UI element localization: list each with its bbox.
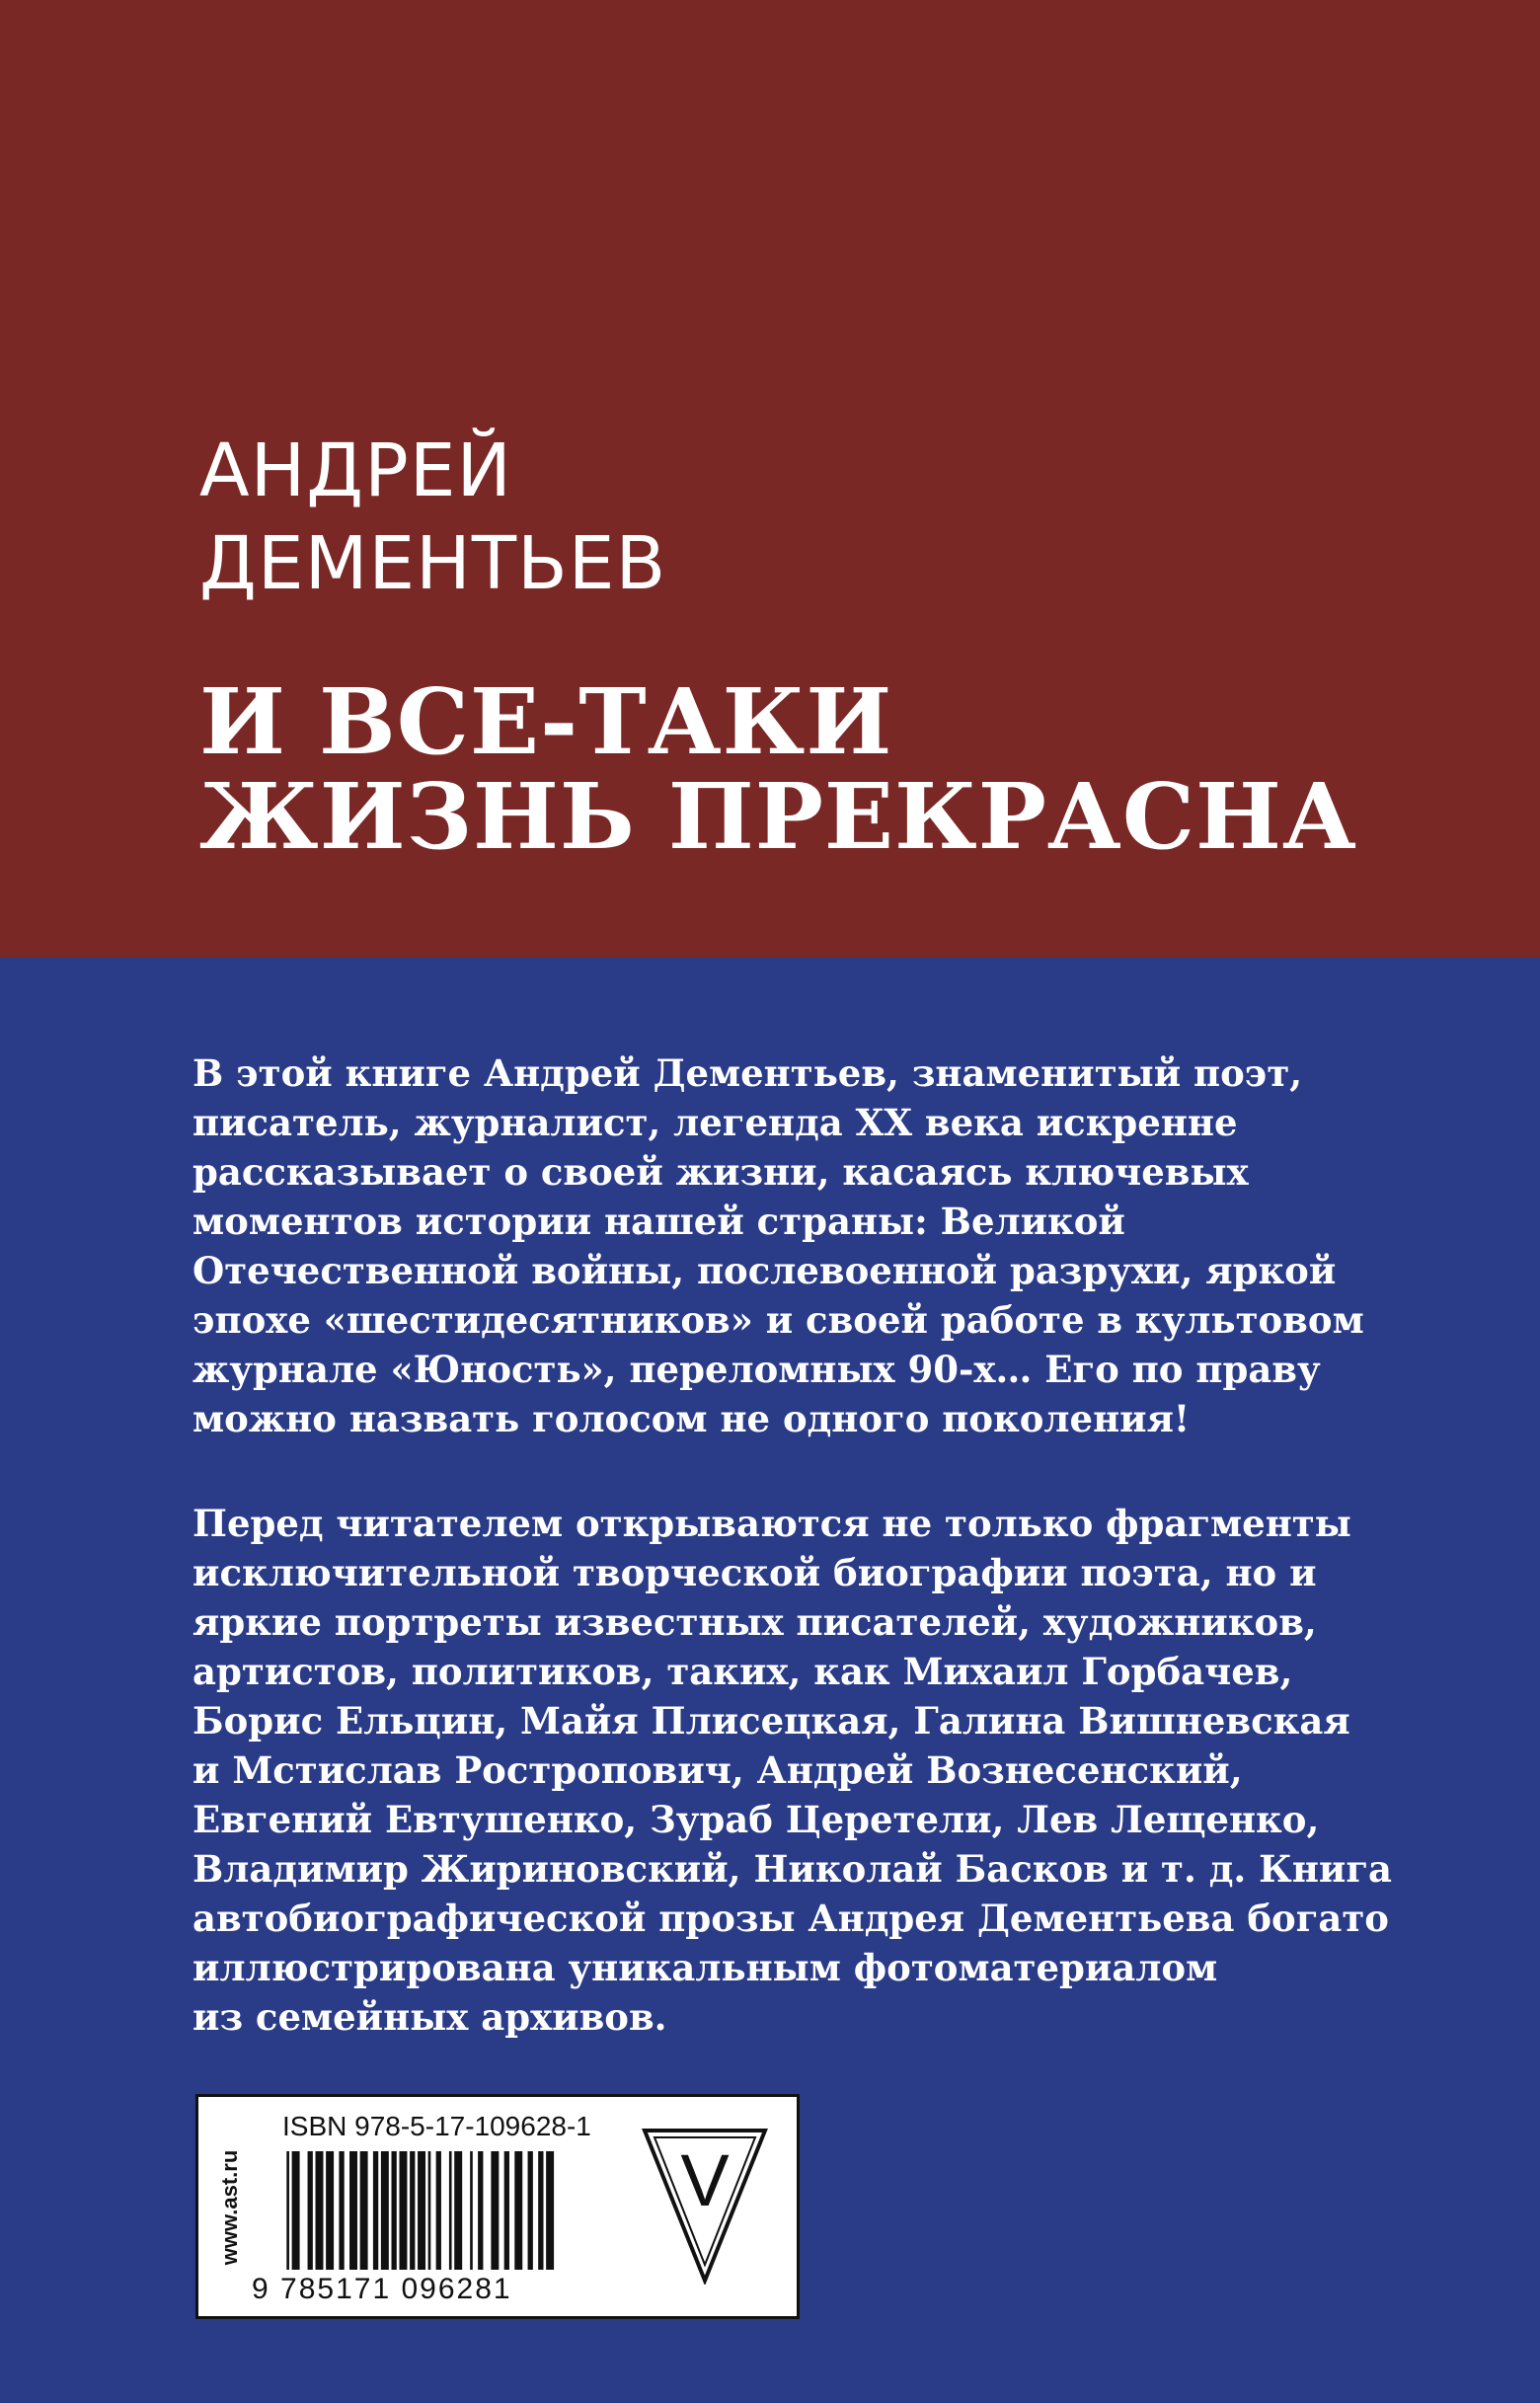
barcode-bar: [286, 2151, 289, 2270]
barcode-bar: [436, 2151, 441, 2270]
blurb-line: из семейных архивов.: [192, 1995, 667, 2039]
publisher-site-text: www.ast.ru: [217, 2149, 242, 2266]
barcode-bar: [349, 2151, 357, 2270]
blurb-paragraph-1: [192, 1048, 1377, 1443]
blurb-line: можно назвать голосом не одного поколения!: [192, 1397, 1191, 1440]
author-line-2: ДЕМЕНТЬЕВ: [199, 521, 667, 606]
barcode-bar: [514, 2151, 522, 2270]
blurb-line: исключительной творческой биографии поэта, но и: [192, 1551, 1317, 1594]
barcode-bar: [491, 2151, 499, 2270]
barcode-bar: [373, 2151, 378, 2270]
barcode-bar: [454, 2151, 462, 2270]
barcode-bar: [339, 2151, 344, 2270]
blurb-line: автобиографической прозы Андрея Дементьева богато: [192, 1897, 1389, 1940]
blurb-line: Перед читателем открываются не только фрагменты: [192, 1502, 1351, 1545]
blurb-line: Отечественной войны, послевоенной разрухи, яркой: [192, 1249, 1337, 1292]
barcode-bar: [504, 2151, 509, 2270]
barcode-bar: [360, 2151, 368, 2270]
barcode-digits: 9 785171 096281: [252, 2273, 512, 2305]
book-title: [199, 668, 1357, 870]
barcode-bar: [546, 2151, 554, 2270]
barcode-bars: [281, 2151, 578, 2270]
blurb-line: эпохе «шестидесятников» и своей работе в культовом: [192, 1298, 1364, 1342]
author-name: [199, 425, 666, 610]
blurb-line: Борис Ельцин, Майя Плисецкая, Галина Вишневская: [192, 1699, 1350, 1743]
blurb-line: рассказывает о своей жизни, касаясь ключевых: [192, 1150, 1249, 1194]
blurb-line: иллюстрирована уникальным фотоматериалом: [192, 1946, 1218, 1989]
blurb-line: Евгений Евтушенко, Зураб Церетели, Лев Лещенко,: [192, 1798, 1320, 1841]
blurb-line: моментов истории нашей страны: Великой: [192, 1200, 1125, 1243]
barcode-bar: [381, 2151, 389, 2270]
barcode-bar: [528, 2151, 533, 2270]
title-line-2: ЖИЗНЬ ПРЕКРАСНА: [199, 763, 1357, 870]
barcode-bar: [392, 2151, 397, 2270]
blurb-line: писатель, журналист, легенда XX века искренне: [192, 1101, 1238, 1144]
age-rating-logo: [641, 2127, 769, 2285]
title-line-1: И ВСЕ-ТАКИ: [199, 668, 893, 775]
barcode-bar: [399, 2151, 407, 2270]
barcode-bar: [418, 2151, 425, 2270]
blurb-line: артистов, политиков, таких, как Михаил Горбачев,: [192, 1650, 1293, 1693]
barcode-panel: [195, 2094, 800, 2319]
blurb-line: Владимир Жириновский, Николай Басков и т. д. Книга: [192, 1847, 1393, 1891]
barcode-bar: [428, 2151, 431, 2270]
blurb-paragraph-2: [192, 1499, 1393, 2042]
blurb-line: яркие портреты известных писателей, художников,: [192, 1600, 1317, 1644]
logo-letter: V: [680, 2139, 730, 2221]
isbn-text: ISBN 978-5-17-109628-1: [282, 2111, 591, 2141]
blurb-line: и Мстислав Ростропович, Андрей Вознесенский,: [192, 1748, 1243, 1792]
blurb-line: В этой книге Андрей Дементьев, знаменитый поэт,: [192, 1051, 1303, 1095]
barcode-bar: [449, 2151, 452, 2270]
barcode-bar: [308, 2151, 313, 2270]
barcode-bar: [410, 2151, 415, 2270]
barcode-bar: [538, 2151, 543, 2270]
barcode-bar: [478, 2151, 483, 2270]
author-line-1: АНДРЕЙ: [199, 428, 512, 513]
barcode-bar: [292, 2151, 300, 2270]
barcode-bar: [326, 2151, 334, 2270]
blurb-line: журнале «Юность», переломных 90-х… Его по праву: [192, 1348, 1321, 1391]
barcode-bar: [316, 2151, 324, 2270]
barcode-bar: [470, 2151, 473, 2270]
